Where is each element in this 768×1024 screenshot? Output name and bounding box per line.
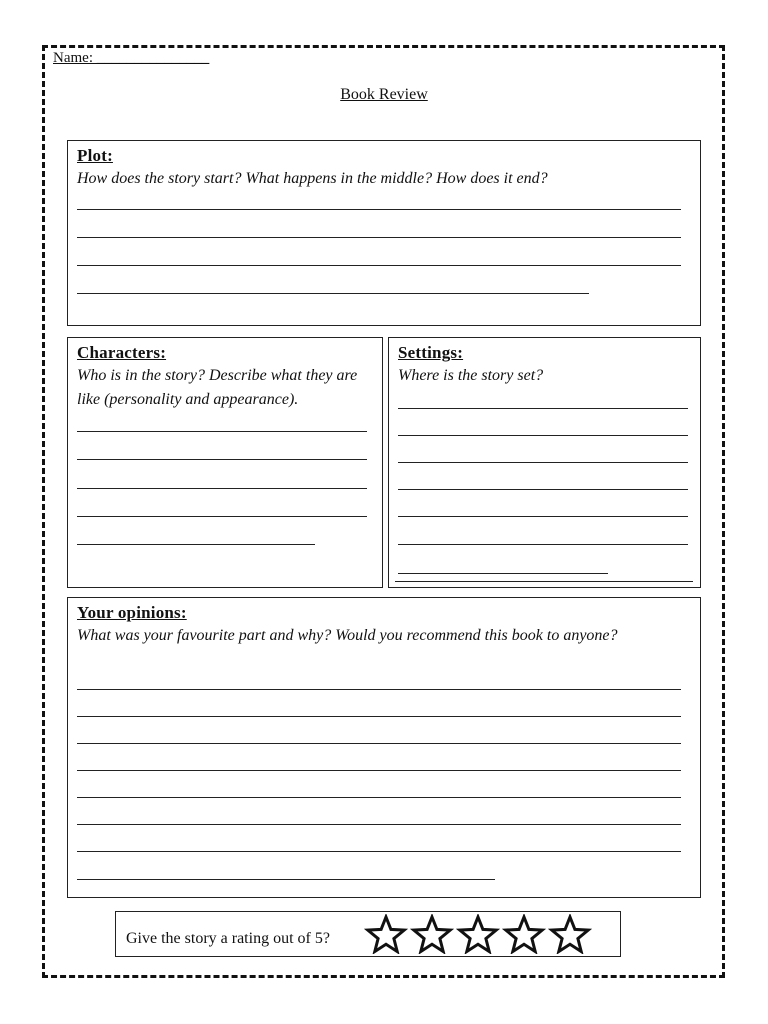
star-outline-icon[interactable] [502, 914, 546, 954]
plot-answer-line[interactable] [77, 237, 681, 238]
characters-question: Who is in the story? Describe what they are like (personality and appearance). [77, 367, 358, 408]
settings-answer-line[interactable] [398, 435, 688, 436]
star-outline-icon[interactable] [364, 914, 408, 954]
star-outline-icon[interactable] [410, 914, 454, 954]
settings-answer-line[interactable] [398, 489, 688, 490]
characters-answer-line[interactable] [77, 431, 367, 432]
opinions-answer-line[interactable] [77, 770, 681, 771]
rating-label: Give the story a rating out of 5? [126, 930, 330, 947]
page-title: Book Review [340, 86, 428, 103]
rating-box [115, 911, 621, 957]
name-field[interactable]: Name: _______________ [53, 50, 210, 66]
plot-box [67, 140, 701, 326]
plot-answer-line[interactable] [77, 265, 681, 266]
settings-answer-line[interactable] [398, 544, 688, 545]
settings-box [388, 337, 701, 588]
opinions-heading: Your opinions: [77, 603, 187, 622]
characters-answer-line[interactable] [77, 459, 367, 460]
characters-answer-line[interactable] [77, 488, 367, 489]
plot-question: How does the story start? What happens in the middle? How does it end? [77, 170, 548, 187]
characters-answer-line[interactable] [77, 544, 315, 545]
plot-heading: Plot: [77, 146, 113, 165]
opinions-answer-line[interactable] [77, 797, 681, 798]
star-outline-icon[interactable] [456, 914, 500, 954]
star-rating[interactable] [364, 914, 592, 954]
opinions-answer-line[interactable] [77, 716, 681, 717]
settings-answer-line[interactable] [398, 573, 608, 574]
settings-answer-line[interactable] [398, 462, 688, 463]
star-outline-icon[interactable] [548, 914, 592, 954]
opinions-box [67, 597, 701, 898]
opinions-answer-line[interactable] [77, 879, 495, 880]
characters-heading: Characters: [77, 343, 167, 362]
opinions-question: What was your favourite part and why? Would you recommend this book to anyone? [77, 627, 618, 644]
settings-question: Where is the story set? [398, 367, 544, 384]
characters-box [67, 337, 383, 588]
opinions-answer-line[interactable] [77, 689, 681, 690]
opinions-answer-line[interactable] [77, 824, 681, 825]
characters-answer-line[interactable] [77, 516, 367, 517]
plot-answer-line[interactable] [77, 293, 589, 294]
opinions-answer-line[interactable] [77, 743, 681, 744]
plot-answer-line[interactable] [77, 209, 681, 210]
opinions-answer-line[interactable] [77, 851, 681, 852]
settings-heading: Settings: [398, 343, 464, 362]
settings-answer-line[interactable] [398, 408, 688, 409]
settings-answer-line[interactable] [398, 516, 688, 517]
settings-bottom-rule [395, 581, 693, 582]
